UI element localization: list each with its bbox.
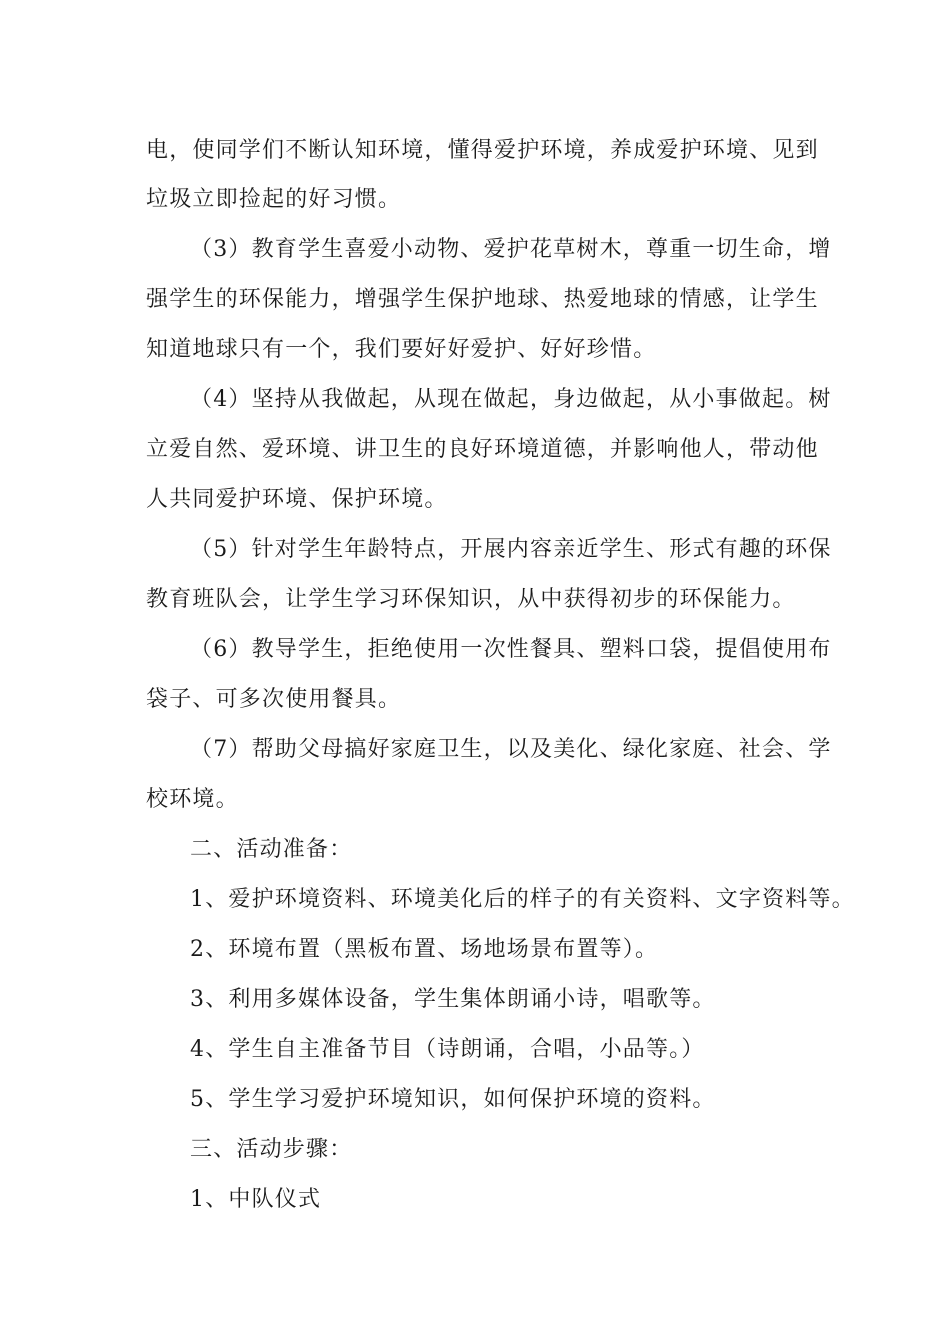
paragraph-line: 教育班队会，让学生学习环保知识，从中获得初步的环保能力。 bbox=[146, 587, 796, 612]
paragraph-line: （3）教育学生喜爱小动物、爱护花草树木，尊重一切生命，增 bbox=[190, 237, 832, 262]
paragraph-line: 人共同爱护环境、保护环境。 bbox=[146, 487, 448, 512]
paragraph-line: （5）针对学生年龄特点，开展内容亲近学生、形式有趣的环保 bbox=[190, 537, 832, 562]
paragraph-line: 强学生的环保能力，增强学生保护地球、热爱地球的情感，让学生 bbox=[146, 287, 819, 312]
paragraph-line: 电，使同学们不断认知环境，懂得爱护环境，养成爱护环境、见到 bbox=[146, 138, 819, 163]
paragraph-line: （6）教导学生，拒绝使用一次性餐具、塑料口袋，提倡使用布 bbox=[190, 637, 832, 662]
list-item: 4、学生自主准备节目（诗朗诵，合唱，小品等。） bbox=[190, 1037, 705, 1062]
paragraph-line: 袋子、可多次使用餐具。 bbox=[146, 687, 402, 712]
paragraph-line: （7）帮助父母搞好家庭卫生，以及美化、绿化家庭、社会、学 bbox=[190, 737, 832, 762]
paragraph-line: （4）坚持从我做起，从现在做起，身边做起，从小事做起。树 bbox=[190, 387, 832, 412]
paragraph-line: 立爱自然、爱环境、讲卫生的良好环境道德，并影响他人，带动他 bbox=[146, 437, 819, 462]
list-item: 2、环境布置（黑板布置、场地场景布置等）。 bbox=[190, 937, 659, 962]
section-heading: 二、活动准备： bbox=[190, 837, 353, 862]
section-heading: 三、活动步骤： bbox=[190, 1137, 353, 1162]
paragraph-line: 垃圾立即捡起的好习惯。 bbox=[146, 187, 402, 212]
list-item: 1、爱护环境资料、环境美化后的样子的有关资料、文字资料等。 bbox=[190, 887, 855, 912]
paragraph-line: 知道地球只有一个，我们要好好爱护、好好珍惜。 bbox=[146, 337, 657, 362]
list-item: 3、利用多媒体设备，学生集体朗诵小诗，唱歌等。 bbox=[190, 987, 716, 1012]
list-item: 1、中队仪式 bbox=[190, 1187, 322, 1212]
paragraph-line: 校环境。 bbox=[146, 787, 239, 812]
list-item: 5、学生学习爱护环境知识，如何保护环境的资料。 bbox=[190, 1087, 716, 1112]
